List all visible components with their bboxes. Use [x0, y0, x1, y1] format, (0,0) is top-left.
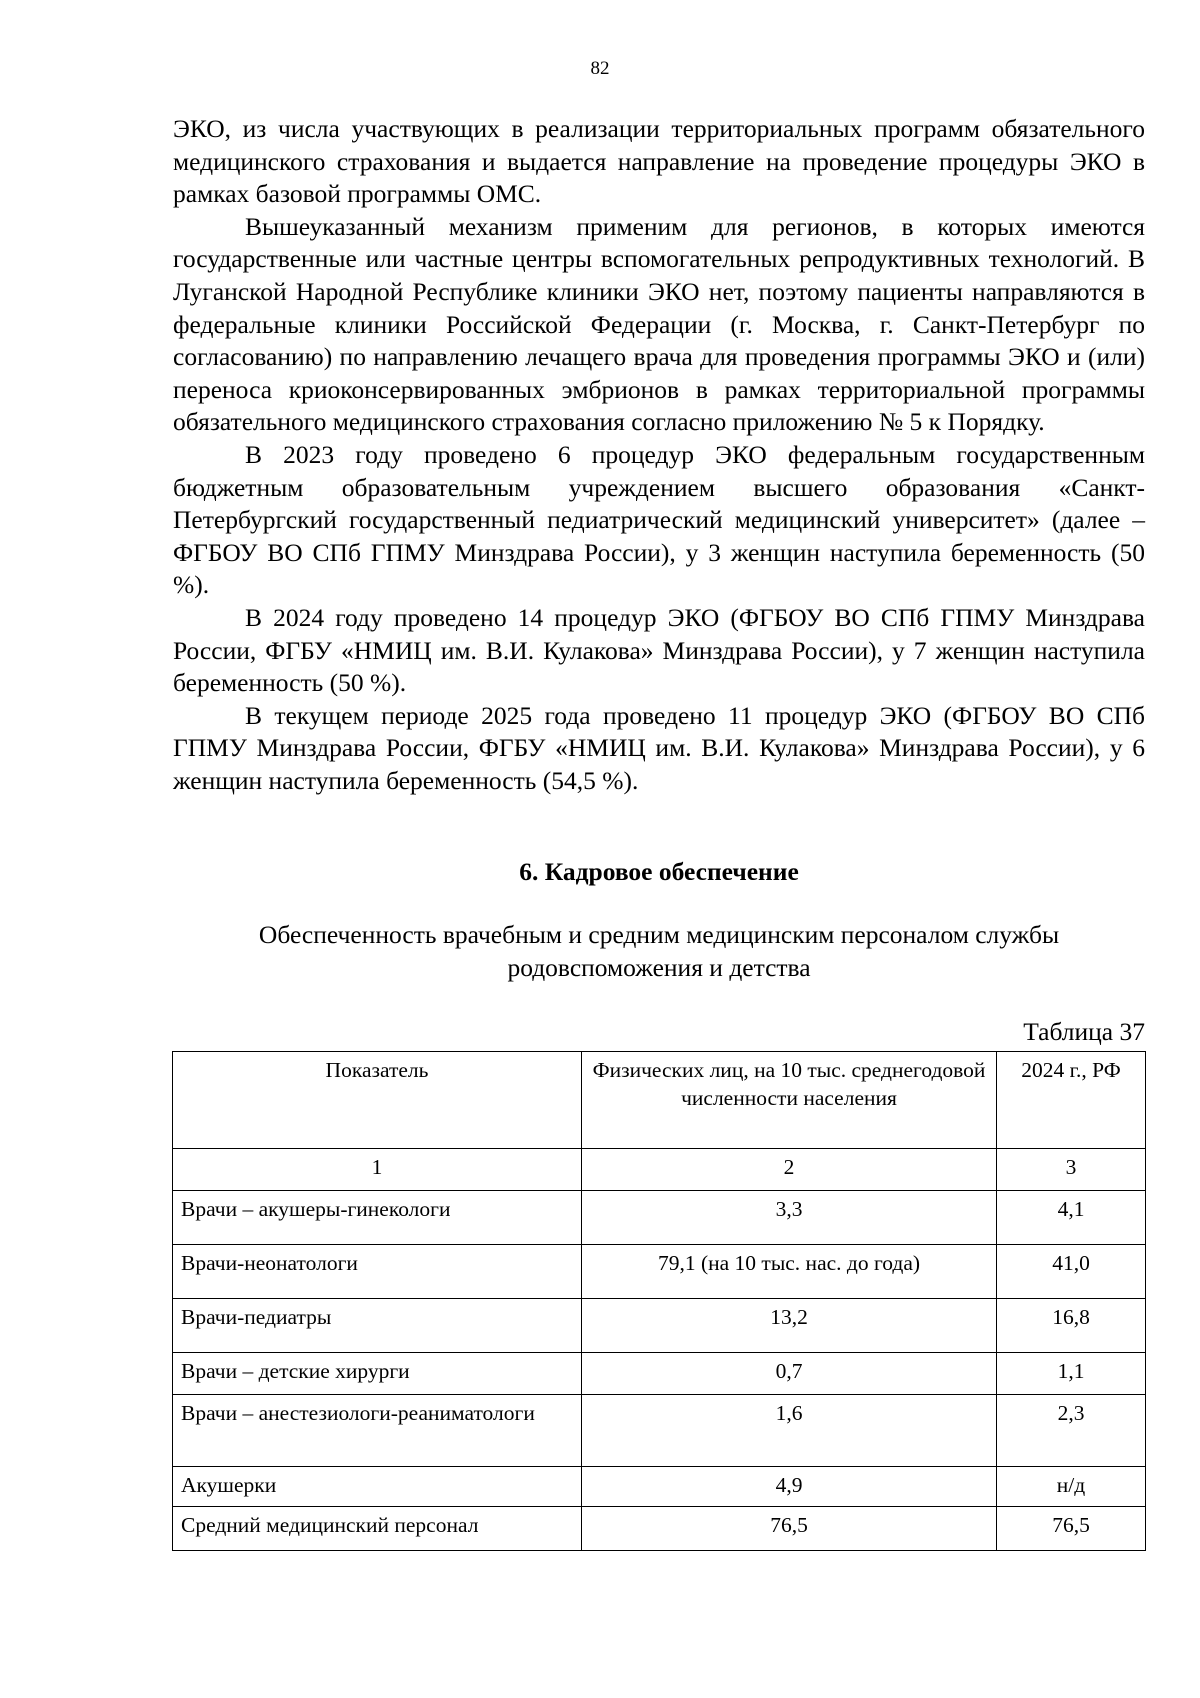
- row-value: 79,1 (на 10 тыс. нас. до года): [582, 1245, 997, 1299]
- row-rf-value: 76,5: [997, 1507, 1146, 1551]
- staffing-table: [172, 1051, 1146, 1551]
- table-row: [173, 1245, 1146, 1299]
- row-value: 3,3: [582, 1191, 997, 1245]
- column-number: 2: [582, 1149, 997, 1191]
- row-rf-value: 2,3: [997, 1395, 1146, 1467]
- header-indicator: Показатель: [173, 1052, 582, 1149]
- table-header-row: [173, 1052, 1146, 1149]
- section-heading: 6. Кадровое обеспечение: [519, 857, 799, 886]
- table-caption: [173, 918, 1145, 984]
- table-row: [173, 1507, 1146, 1551]
- row-rf-value: 41,0: [997, 1245, 1146, 1299]
- row-value: 76,5: [582, 1507, 997, 1551]
- row-indicator: Врачи-педиатры: [173, 1299, 582, 1353]
- table-caption-line-2: родовспоможения и детства: [507, 953, 811, 982]
- row-indicator: Врачи-неонатологи: [173, 1245, 582, 1299]
- row-value: 0,7: [582, 1353, 997, 1395]
- row-indicator: Врачи – акушеры-гинекологи: [173, 1191, 582, 1245]
- paragraph-2024: В 2024 году проведено 14 процедур ЭКО (ФГБОУ ВО СПб ГПМУ Минздрава России, ФГБУ «НМИЦ им. В.И. Кулакова» Минздрава России), у 7 женщин наступила беременность (50 %).: [173, 602, 1145, 698]
- table-number: Таблица 37: [1023, 1017, 1145, 1046]
- table-row: [173, 1395, 1146, 1467]
- row-value: 1,6: [582, 1395, 997, 1467]
- row-indicator: Средний медицинский персонал: [173, 1507, 582, 1551]
- row-rf-value: н/д: [997, 1467, 1146, 1507]
- row-rf-value: 4,1: [997, 1191, 1146, 1245]
- header-per-10k: Физических лиц, на 10 тыс. среднегодовой численности населения: [582, 1052, 997, 1149]
- row-indicator: Акушерки: [173, 1467, 582, 1507]
- table-row: [173, 1191, 1146, 1245]
- header-rf-2024: 2024 г., РФ: [997, 1052, 1146, 1149]
- body-text: [173, 113, 1145, 797]
- row-value: 4,9: [582, 1467, 997, 1507]
- paragraph-2025: В текущем периоде 2025 года проведено 11 процедур ЭКО (ФГБОУ ВО СПб ГПМУ Минздрава России, ФГБУ «НМИЦ им. В.И. Кулакова» Минздрава России), у 6 женщин наступила беременность (54,5 %).: [173, 700, 1145, 795]
- column-number-row: [173, 1149, 1146, 1191]
- page-number: 82: [590, 58, 610, 79]
- paragraph-continuation: ЭКО, из числа участвующих в реализации территориальных программ обязательного медицинского страхования и выдается направление на проведение процедуры ЭКО в рамках базовой программы ОМС.: [173, 114, 1145, 209]
- row-rf-value: 1,1: [997, 1353, 1146, 1395]
- column-number: 1: [173, 1149, 582, 1191]
- paragraph-mechanism: Вышеуказанный механизм применим для регионов, в которых имеются государственные или частные центры вспомогательных репродуктивных технологий. В Луганской Народной Республике клиники ЭКО нет, поэтому пациенты направляются в федеральные клиники Российской Федерации (г. Москва, г. Санкт-Петербург по согласованию) по направлению лечащего врача для проведения программы ЭКО и (или) переноса криоконсервированных эмбрионов в рамках территориальной программы обязательного медицинского страхования согласно приложению № 5 к Порядку.: [173, 211, 1145, 437]
- row-indicator: Врачи – анестезиологи-реаниматологи: [173, 1395, 582, 1467]
- table-caption-line-1: Обеспеченность врачебным и средним медицинским персоналом службы: [258, 920, 1060, 949]
- table-row: [173, 1299, 1146, 1353]
- column-number: 3: [997, 1149, 1146, 1191]
- table-row: [173, 1467, 1146, 1507]
- row-indicator: Врачи – детские хирурги: [173, 1353, 582, 1395]
- row-value: 13,2: [582, 1299, 997, 1353]
- table-row: [173, 1353, 1146, 1395]
- row-rf-value: 16,8: [997, 1299, 1146, 1353]
- paragraph-2023: В 2023 году проведено 6 процедур ЭКО федеральным государственным бюджетным образовательным учреждением высшего образования «Санкт-Петербургский государственный педиатрический медицинский университет» (далее – ФГБОУ ВО СПб ГПМУ Минздрава России), у 3 женщин наступила беременность (50 %).: [173, 439, 1145, 600]
